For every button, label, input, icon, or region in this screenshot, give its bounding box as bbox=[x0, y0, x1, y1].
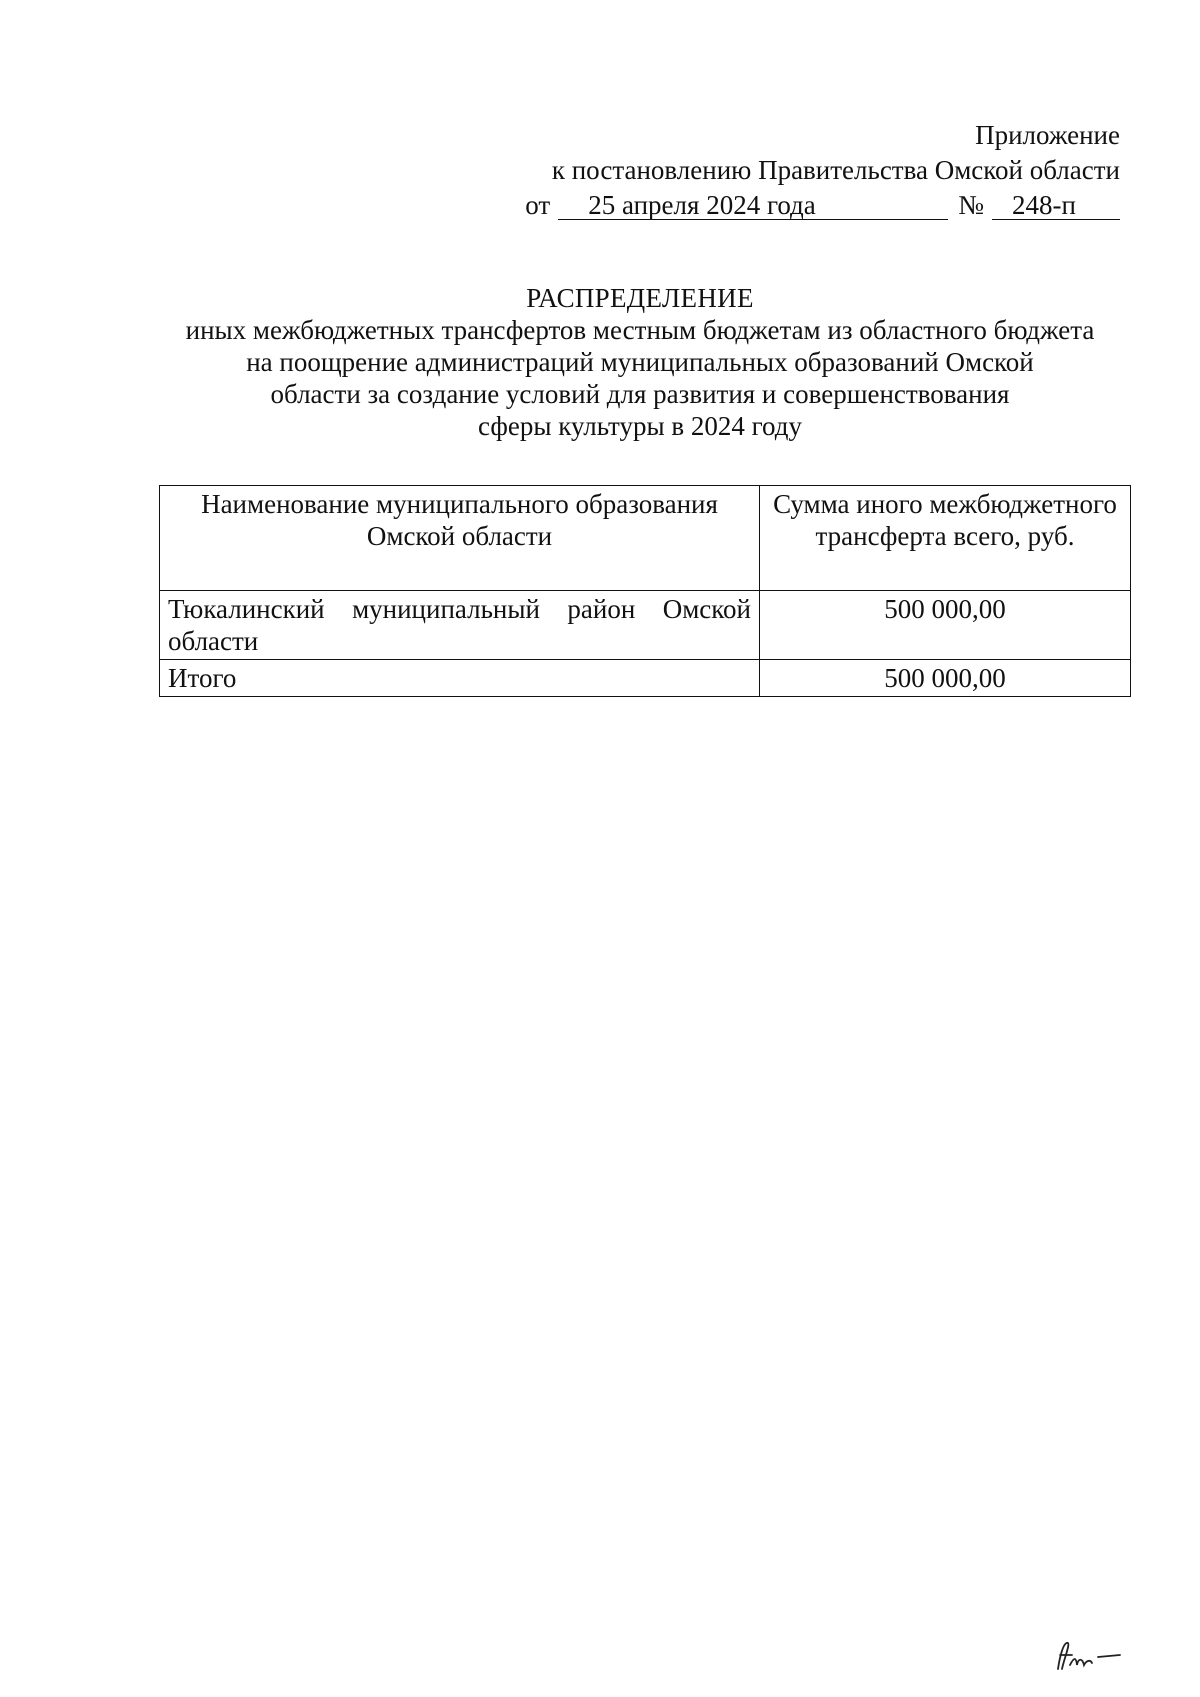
appendix-date-line bbox=[500, 188, 1120, 223]
table-row bbox=[160, 591, 1131, 660]
title-line-4: сферы культуры в 2024 году bbox=[478, 411, 802, 441]
date-value: 25 апреля 2024 года bbox=[558, 191, 948, 220]
title-heading: РАСПРЕДЕЛЕНИЕ bbox=[526, 283, 754, 313]
title-line-3: области за создание условий для развития и совершенствования bbox=[270, 379, 1010, 409]
total-label: Итого bbox=[160, 660, 760, 697]
appendix-block bbox=[500, 118, 1120, 223]
number-value: 248-п bbox=[992, 191, 1120, 220]
date-prefix: от bbox=[525, 190, 551, 220]
distribution-table bbox=[159, 485, 1131, 697]
table-total-row bbox=[160, 660, 1131, 697]
appendix-reference: к постановлению Правительства Омской области bbox=[551, 155, 1120, 185]
header-municipality: Наименование муниципального образования Омской области bbox=[160, 486, 760, 591]
title-line-1: иных межбюджетных трансфертов местным бюджетам из областного бюджета bbox=[185, 315, 1095, 345]
document-title bbox=[150, 282, 1130, 442]
table-header-row bbox=[160, 486, 1131, 591]
number-label: № bbox=[958, 190, 984, 220]
title-line-2: на поощрение администраций муниципальных образований Омской bbox=[246, 347, 1034, 377]
row-municipality-name: Тюкалинский муниципальный район Омской области bbox=[160, 591, 760, 660]
signature-mark bbox=[1050, 1635, 1130, 1675]
row-amount: 500 000,00 bbox=[760, 591, 1131, 660]
total-amount: 500 000,00 bbox=[760, 660, 1131, 697]
appendix-title: Приложение bbox=[975, 120, 1120, 150]
header-amount: Сумма иного межбюджетного трансферта всего, руб. bbox=[760, 486, 1131, 591]
